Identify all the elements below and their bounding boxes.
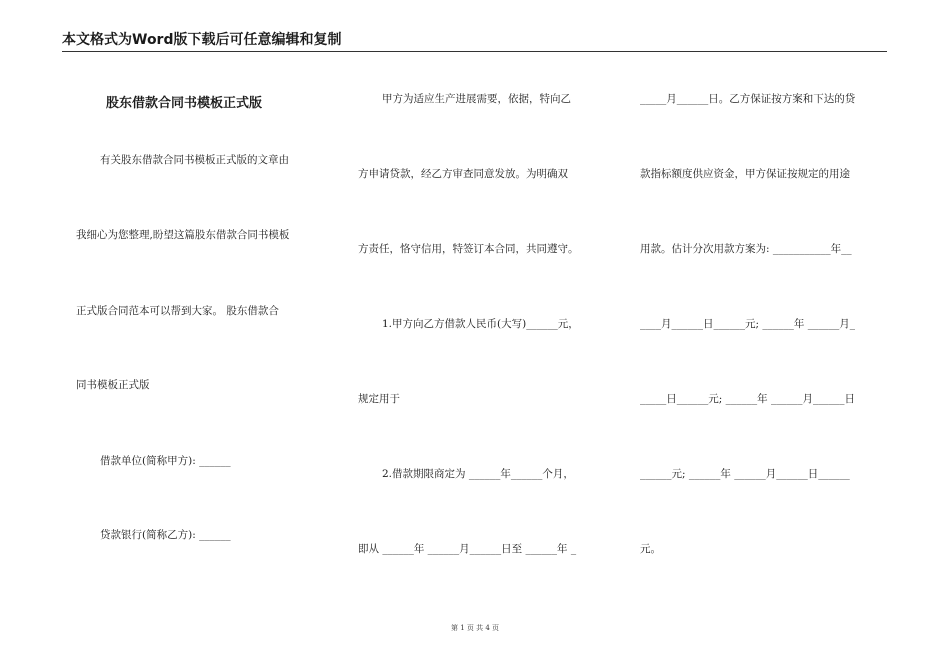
- page-footer: [0, 623, 950, 633]
- paragraph-line: ____月______日______元; ______年 ______月_: [640, 318, 855, 330]
- paragraph-line: 用款。估计分次用款方案为: ___________年__: [640, 243, 852, 255]
- header-text: 本文格式为Word版下载后可任意编辑和复制: [62, 32, 342, 48]
- clause-1-line: 1.甲方向乙方借款人民币(大写)______元，: [382, 318, 579, 330]
- paragraph-line: 款指标额度供应资金，甲方保证按规定的用途: [640, 168, 850, 180]
- clause-2-line: 2.借款期限商定为 ______年______个月，: [382, 468, 574, 480]
- paragraph-line: 有关股东借款合同书模板正式版的文章由: [100, 154, 289, 166]
- document-title: 股东借款合同书模板正式版: [106, 96, 263, 111]
- paragraph-line: 我细心为您整理,盼望这篇股东借款合同书模板: [76, 229, 290, 241]
- paragraph-line: 方申请贷款，经乙方审查同意发放。为明确双: [358, 168, 568, 180]
- paragraph-line: _____日______元; ______年 ______月______日: [640, 393, 855, 405]
- paragraph-line: 甲方为适应生产进展需要，依据，特向乙: [382, 93, 571, 105]
- paragraph-line: 同书模板正式版: [76, 379, 150, 391]
- paragraph-line: 正式版合同范本可以帮到大家。 股东借款合: [76, 305, 279, 317]
- page-number: 第 1 页 共 4 页: [450, 624, 500, 632]
- paragraph-line: 即从 ______年 ______月______日至 ______年 _: [358, 543, 577, 555]
- borrower-field: 借款单位(简称甲方): ______: [100, 455, 231, 467]
- paragraph-line: 元。: [640, 543, 661, 555]
- paragraph-line: 方责任，恪守信用，特签订本合同，共同遵守。: [358, 243, 579, 255]
- lender-field: 贷款银行(简称乙方): ______: [100, 529, 231, 541]
- paragraph-line: 规定用于: [358, 393, 400, 405]
- paragraph-line: _____月______日。乙方保证按方案和下达的贷: [640, 93, 856, 105]
- document-header: [62, 30, 887, 52]
- paragraph-line: ______元; ______年 ______月______日______: [640, 468, 850, 480]
